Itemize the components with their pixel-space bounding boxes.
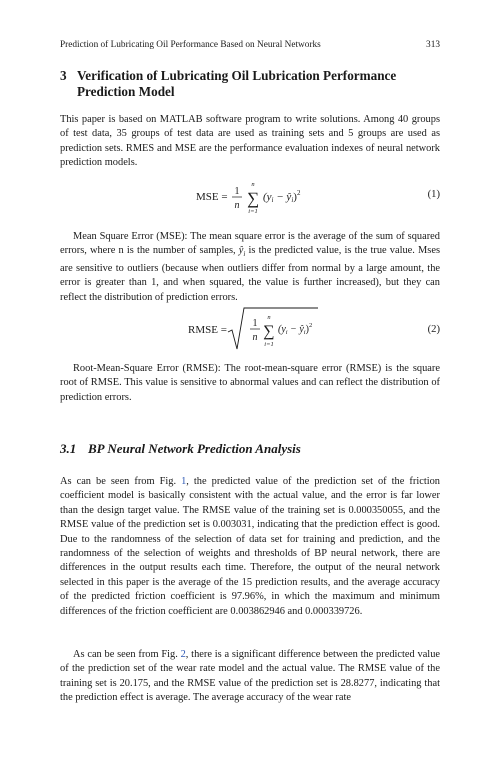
eq1-sum-upper: n — [251, 181, 255, 188]
eq2-sub-b: i — [303, 329, 306, 336]
mse-yhat-sub: i — [243, 250, 246, 259]
eq1-sub-b: i — [291, 196, 294, 204]
section-title-line1: Verification of Lubricating Oil Lubrication Performance — [77, 68, 397, 83]
bp-p1-text-b: , the predicted value of the prediction set of the friction coefficient model is basically consistent with the actual value, and the error is far lower than the design target value. The RMSE value of the training set is 0.000350055, and the RMSE value of the prediction set is 0.003031, indicating that the prediction effect is good. Due to the randomness of the selection of data set for training and prediction, and the randomness of the selection of weights and thresholds of BP neural network, there are differences in the output results each time. Therefore, the output of the neural network selected in this paper is the average of the 15 prediction results, and the average accuracy of the predicted friction coefficient is 97.96%, in which the maximum and minimum differences of the friction coefficient are 0.003862946 and 0.000339726. — [60, 476, 440, 617]
eq2-frac-numerator: 1 — [252, 318, 258, 329]
bp-p2-text-b: , there is a significant difference between the predicted value of the prediction set of the wear rate model and the actual value. The RMSE value of the training set is 20.175, and the RMSE value of the prediction set is 28.8277, indicating that the prediction effect is average. The average accuracy of the wear rate — [60, 649, 440, 704]
eq1-frac-denominator: n — [234, 200, 240, 211]
mse-yhat: ŷ — [238, 245, 244, 257]
eq1-lhs: MSE = — [196, 191, 228, 203]
bp-paragraph-1 — [60, 475, 440, 619]
equation-number-1: (1) — [427, 189, 440, 200]
eq2-sup: 2 — [308, 322, 313, 329]
eq1-sigma-icon: ∑ — [246, 189, 260, 208]
intro-paragraph: This paper is based on MATLAB software program to write solutions. Among 40 groups of test data, 35 groups of test data are used as training sets and 5 groups are used as prediction sets. RMES and MSE are the performance evaluation indexes of neural network prediction models. — [60, 114, 440, 169]
subsection-number: 3.1 — [60, 441, 77, 456]
figure-1-link[interactable]: 1 — [181, 476, 187, 487]
eq2-body-close: ) — [305, 324, 309, 335]
subsection-title: BP Neural Network Prediction Analysis — [88, 441, 301, 456]
eq2-sum-lower: i=1 — [264, 341, 274, 348]
eq2-body-open: (y — [278, 324, 286, 335]
section-title-line2: Prediction Model — [77, 84, 175, 99]
eq2-body — [278, 322, 312, 336]
eq1-frac-numerator: 1 — [234, 186, 240, 197]
equation-mse-svg — [60, 178, 440, 218]
section-heading — [60, 68, 440, 100]
subsection-heading — [60, 441, 440, 457]
equation-rmse-svg — [60, 305, 440, 355]
equation-rmse — [60, 305, 440, 355]
eq1-sub-a: i — [271, 196, 274, 204]
equation-mse — [60, 178, 440, 218]
eq1-sup: 2 — [296, 189, 301, 197]
eq2-sigma-icon: ∑ — [263, 323, 275, 340]
eq2-sub-a: i — [285, 329, 288, 336]
mse-text-a: Mean Square Error (MSE): The mean square error is the average of the sum of squared errors, where n is the number of samples, — [60, 231, 440, 257]
running-title: Prediction of Lubricating Oil Performance Based on Neural Networks — [60, 40, 321, 50]
equation-number-2: (2) — [427, 324, 440, 335]
eq1-body — [263, 189, 301, 204]
page-number: 313 — [426, 40, 440, 50]
eq1-sum-lower: i=1 — [248, 208, 258, 215]
section-number: 3 — [60, 68, 67, 83]
eq2-body-mid: − ŷ — [287, 324, 304, 335]
mse-text-b: is the predicted value, is the true value. Mses are sensitive to outliers (because when outliers differ from normal by a large amount, the error is greater than 1, and when squared, the value is further increased), but they can reflect the distribution of prediction errors. — [60, 245, 440, 303]
eq2-frac-denominator: n — [252, 332, 258, 343]
bp-paragraph-2 — [60, 648, 440, 706]
eq1-body-open: (y — [263, 191, 272, 203]
rmse-paragraph: Root-Mean-Square Error (RMSE): The root-mean-square error (RMSE) is the square root of RMSE. This value is sensitive to abnormal values and can reflect the distribution of prediction errors. — [60, 363, 440, 403]
running-header — [60, 40, 440, 50]
bp-p1-text-a: As can be seen from Fig. — [60, 476, 182, 487]
eq2-sum-upper: n — [267, 314, 271, 321]
figure-2-link[interactable]: 2 — [180, 649, 186, 660]
eq1-body-close: ) — [293, 191, 297, 203]
eq1-body-mid: − ŷ — [273, 191, 292, 203]
eq2-lhs: RMSE = — [188, 324, 227, 336]
mse-paragraph — [60, 230, 440, 305]
bp-p2-text-a: As can be seen from Fig. — [73, 649, 181, 660]
